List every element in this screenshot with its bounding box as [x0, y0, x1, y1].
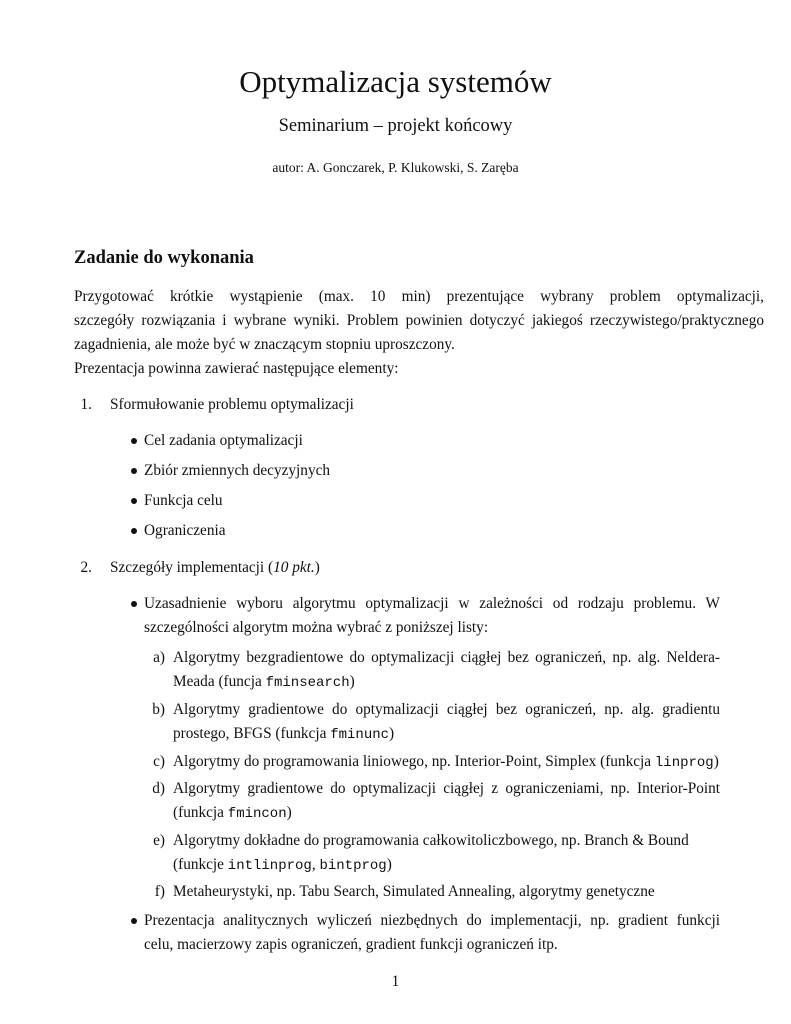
points-value: 10 pkt. [273, 559, 315, 576]
intro-line: szczegóły rozwiązania i wybrane wyniki. Problem powinien dotyczyć jakiegoś rzeczywistego/praktycznego [74, 312, 764, 329]
page-number: 1 [391, 973, 400, 990]
sub-item-line [173, 750, 719, 775]
sub-item-line [173, 670, 355, 695]
label-text: ) [314, 559, 320, 576]
sub-label: c) [153, 753, 165, 770]
text: , [311, 856, 320, 873]
document-subtitle: Seminarium – projekt końcowy [278, 116, 513, 136]
bullet-item: Funkcja celu [144, 492, 223, 509]
list-number: 2. [80, 559, 92, 576]
sub-item-line: Algorytmy gradientowe do optymalizacji ciągłej z ograniczeniami, np. Interior-Point [173, 780, 720, 797]
bullet-item-line: celu, macierzowy zapis ograniczeń, gradient funkcji ograniczeń itp. [144, 936, 558, 953]
bullet-icon [131, 601, 137, 607]
list-item-label [110, 556, 320, 580]
bullet-icon [131, 528, 137, 534]
text: (funkcja [173, 804, 228, 821]
bullet-icon [131, 438, 137, 444]
sub-label: a) [153, 649, 165, 666]
bullet-icon [131, 918, 137, 924]
bullet-item: Zbiór zmiennych decyzyjnych [144, 462, 331, 479]
text: Meada (funcja [173, 673, 266, 690]
section-title: Zadanie do wykonania [74, 248, 254, 268]
sub-item-line: Algorytmy dokładne do programowania całkowitoliczbowego, np. Branch & Bound [173, 832, 689, 849]
text: Algorytmy do programowania liniowego, np. Interior-Point, Simplex (funkcja [173, 753, 655, 770]
code-name: fminsearch [265, 675, 350, 691]
text: ) [386, 856, 392, 873]
text: ) [713, 753, 719, 770]
intro-paragraph [74, 285, 764, 381]
label-text: Szczegóły implementacji ( [110, 559, 274, 576]
sub-label: f) [154, 883, 165, 900]
sub-item-line: Algorytmy gradientowe do optymalizacji ciągłej bez ograniczeń, np. alg. gradientu [173, 701, 720, 718]
bullet-item-line: szczególności algorytm można wybrać z poniższej listy: [144, 619, 489, 636]
code-name: intlinprog [227, 858, 312, 874]
bullet-icon [131, 498, 137, 504]
code-name: bintprog [319, 858, 387, 874]
bullet-item: Cel zadania optymalizacji [144, 432, 303, 449]
bullet-icon [131, 468, 137, 474]
intro-line: zagadnienia, ale może być w znaczącym stopniu uproszczony. [74, 336, 455, 353]
document-title: Optymalizacja systemów [239, 64, 552, 99]
list-number: 1. [80, 396, 92, 413]
sub-label: e) [153, 832, 165, 849]
bullet-item-line: Uzasadnienie wyboru algorytmu optymalizacji w zależności od rodzaju problemu. W [144, 595, 720, 612]
code-name: fmincon [227, 806, 287, 822]
sub-item-line: Algorytmy bezgradientowe do optymalizacji ciągłej bez ograniczeń, np. alg. Neldera- [173, 649, 720, 666]
sub-item-line [173, 801, 292, 826]
sub-item-line: Metaheurystyki, np. Tabu Search, Simulated Annealing, algorytmy genetyczne [173, 883, 655, 900]
text: ) [286, 804, 292, 821]
sub-label: b) [152, 701, 165, 718]
sub-item-line [173, 722, 394, 747]
text: (funkcje [173, 856, 228, 873]
code-name: linprog [654, 755, 714, 771]
intro-line: Przygotować krótkie wystąpienie (max. 10 min) prezentujące wybrany problem optymalizacji, [74, 288, 764, 305]
list-item-label: Sformułowanie problemu optymalizacji [110, 396, 354, 413]
sub-item-line [173, 853, 392, 878]
text: ) [349, 673, 355, 690]
code-name: fminunc [330, 727, 390, 743]
document-authors: autor: A. Gonczarek, P. Klukowski, S. Zaręba [272, 160, 519, 175]
text: prostego, BFGS (funkcja [173, 725, 331, 742]
sub-label: d) [152, 780, 165, 797]
intro-line: Prezentacja powinna zawierać następujące elementy: [74, 360, 399, 377]
bullet-item-line: Prezentacja analitycznych wyliczeń niezbędnych do implementacji, np. gradient funkcji [144, 912, 720, 929]
text: ) [389, 725, 395, 742]
bullet-item: Ograniczenia [144, 522, 226, 539]
